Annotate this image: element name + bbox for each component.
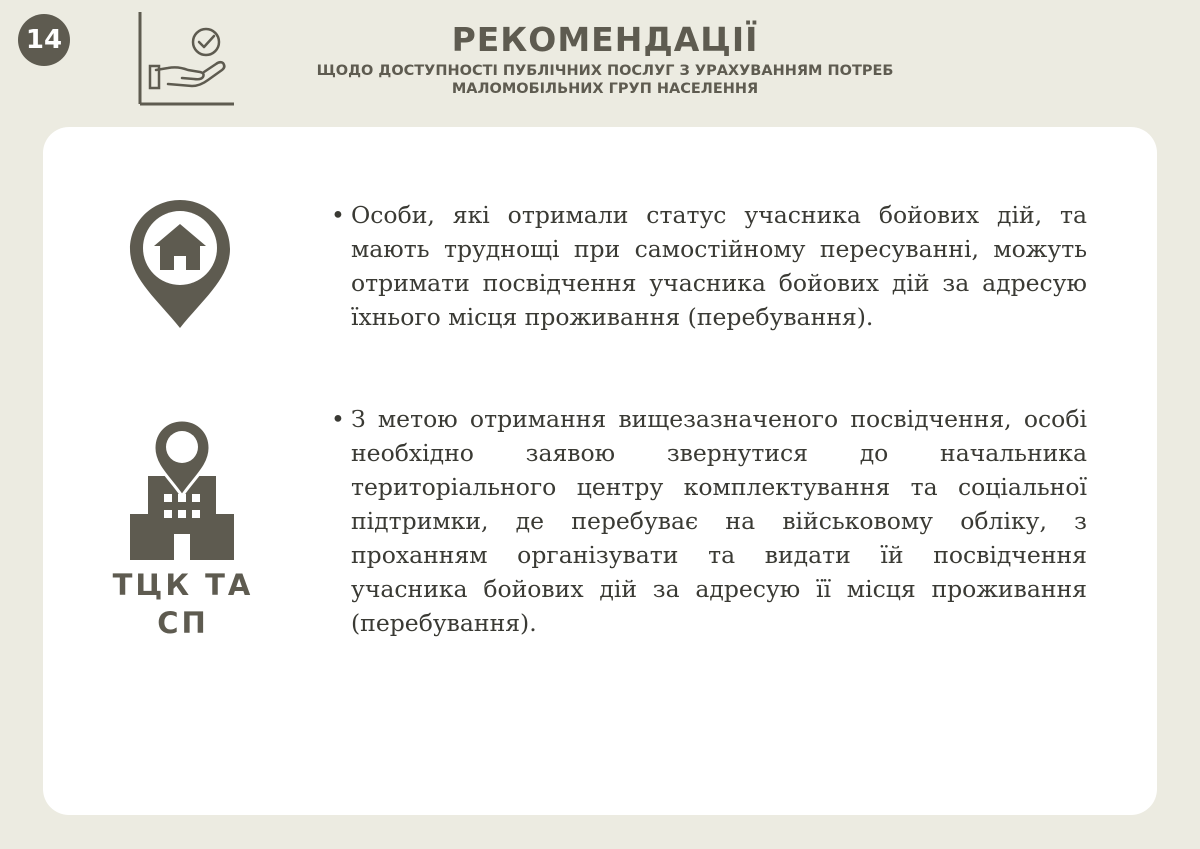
page-number-badge: 14 bbox=[18, 14, 70, 66]
building-with-location-pin-icon bbox=[128, 420, 236, 562]
recommendation-item-2 bbox=[331, 402, 1087, 640]
hand-with-checkmark-icon bbox=[138, 12, 234, 108]
subtitle-line-2: МАЛОМОБІЛЬНИХ ГРУП НАСЕЛЕННЯ bbox=[451, 81, 759, 97]
location-pin-home-icon bbox=[128, 198, 232, 330]
bullet-marker: • bbox=[331, 405, 345, 433]
recommendation-text-2: З метою отримання вищезазначеного посвідчення, особі необхідно заявою звернутися до начальника територіального центру комплектування та соціальної підтримки, де перебуває на військовому обліку, з проханням організувати та видати їй посвідчення учасника бойових дій за адресую її місця проживання (перебування). bbox=[351, 405, 1087, 637]
page-title: РЕКОМЕНДАЦІЇ bbox=[451, 20, 759, 59]
recommendation-item-1 bbox=[331, 198, 1087, 334]
bullet-marker: • bbox=[331, 201, 345, 229]
page-subtitle bbox=[240, 62, 970, 98]
tck-caption: ТЦК ТА СП bbox=[112, 568, 254, 640]
recommendation-text-1: Особи, які отримали статус учасника бойових дій, та мають труднощі при самостійному пересуванні, можуть отримати посвідчення учасника бойових дій за адресую їхнього місця проживання (перебування). bbox=[351, 201, 1087, 331]
subtitle-line-1: ЩОДО ДОСТУПНОСТІ ПУБЛІЧНИХ ПОСЛУГ З УРАХУВАННЯМ ПОТРЕБ bbox=[316, 63, 894, 79]
